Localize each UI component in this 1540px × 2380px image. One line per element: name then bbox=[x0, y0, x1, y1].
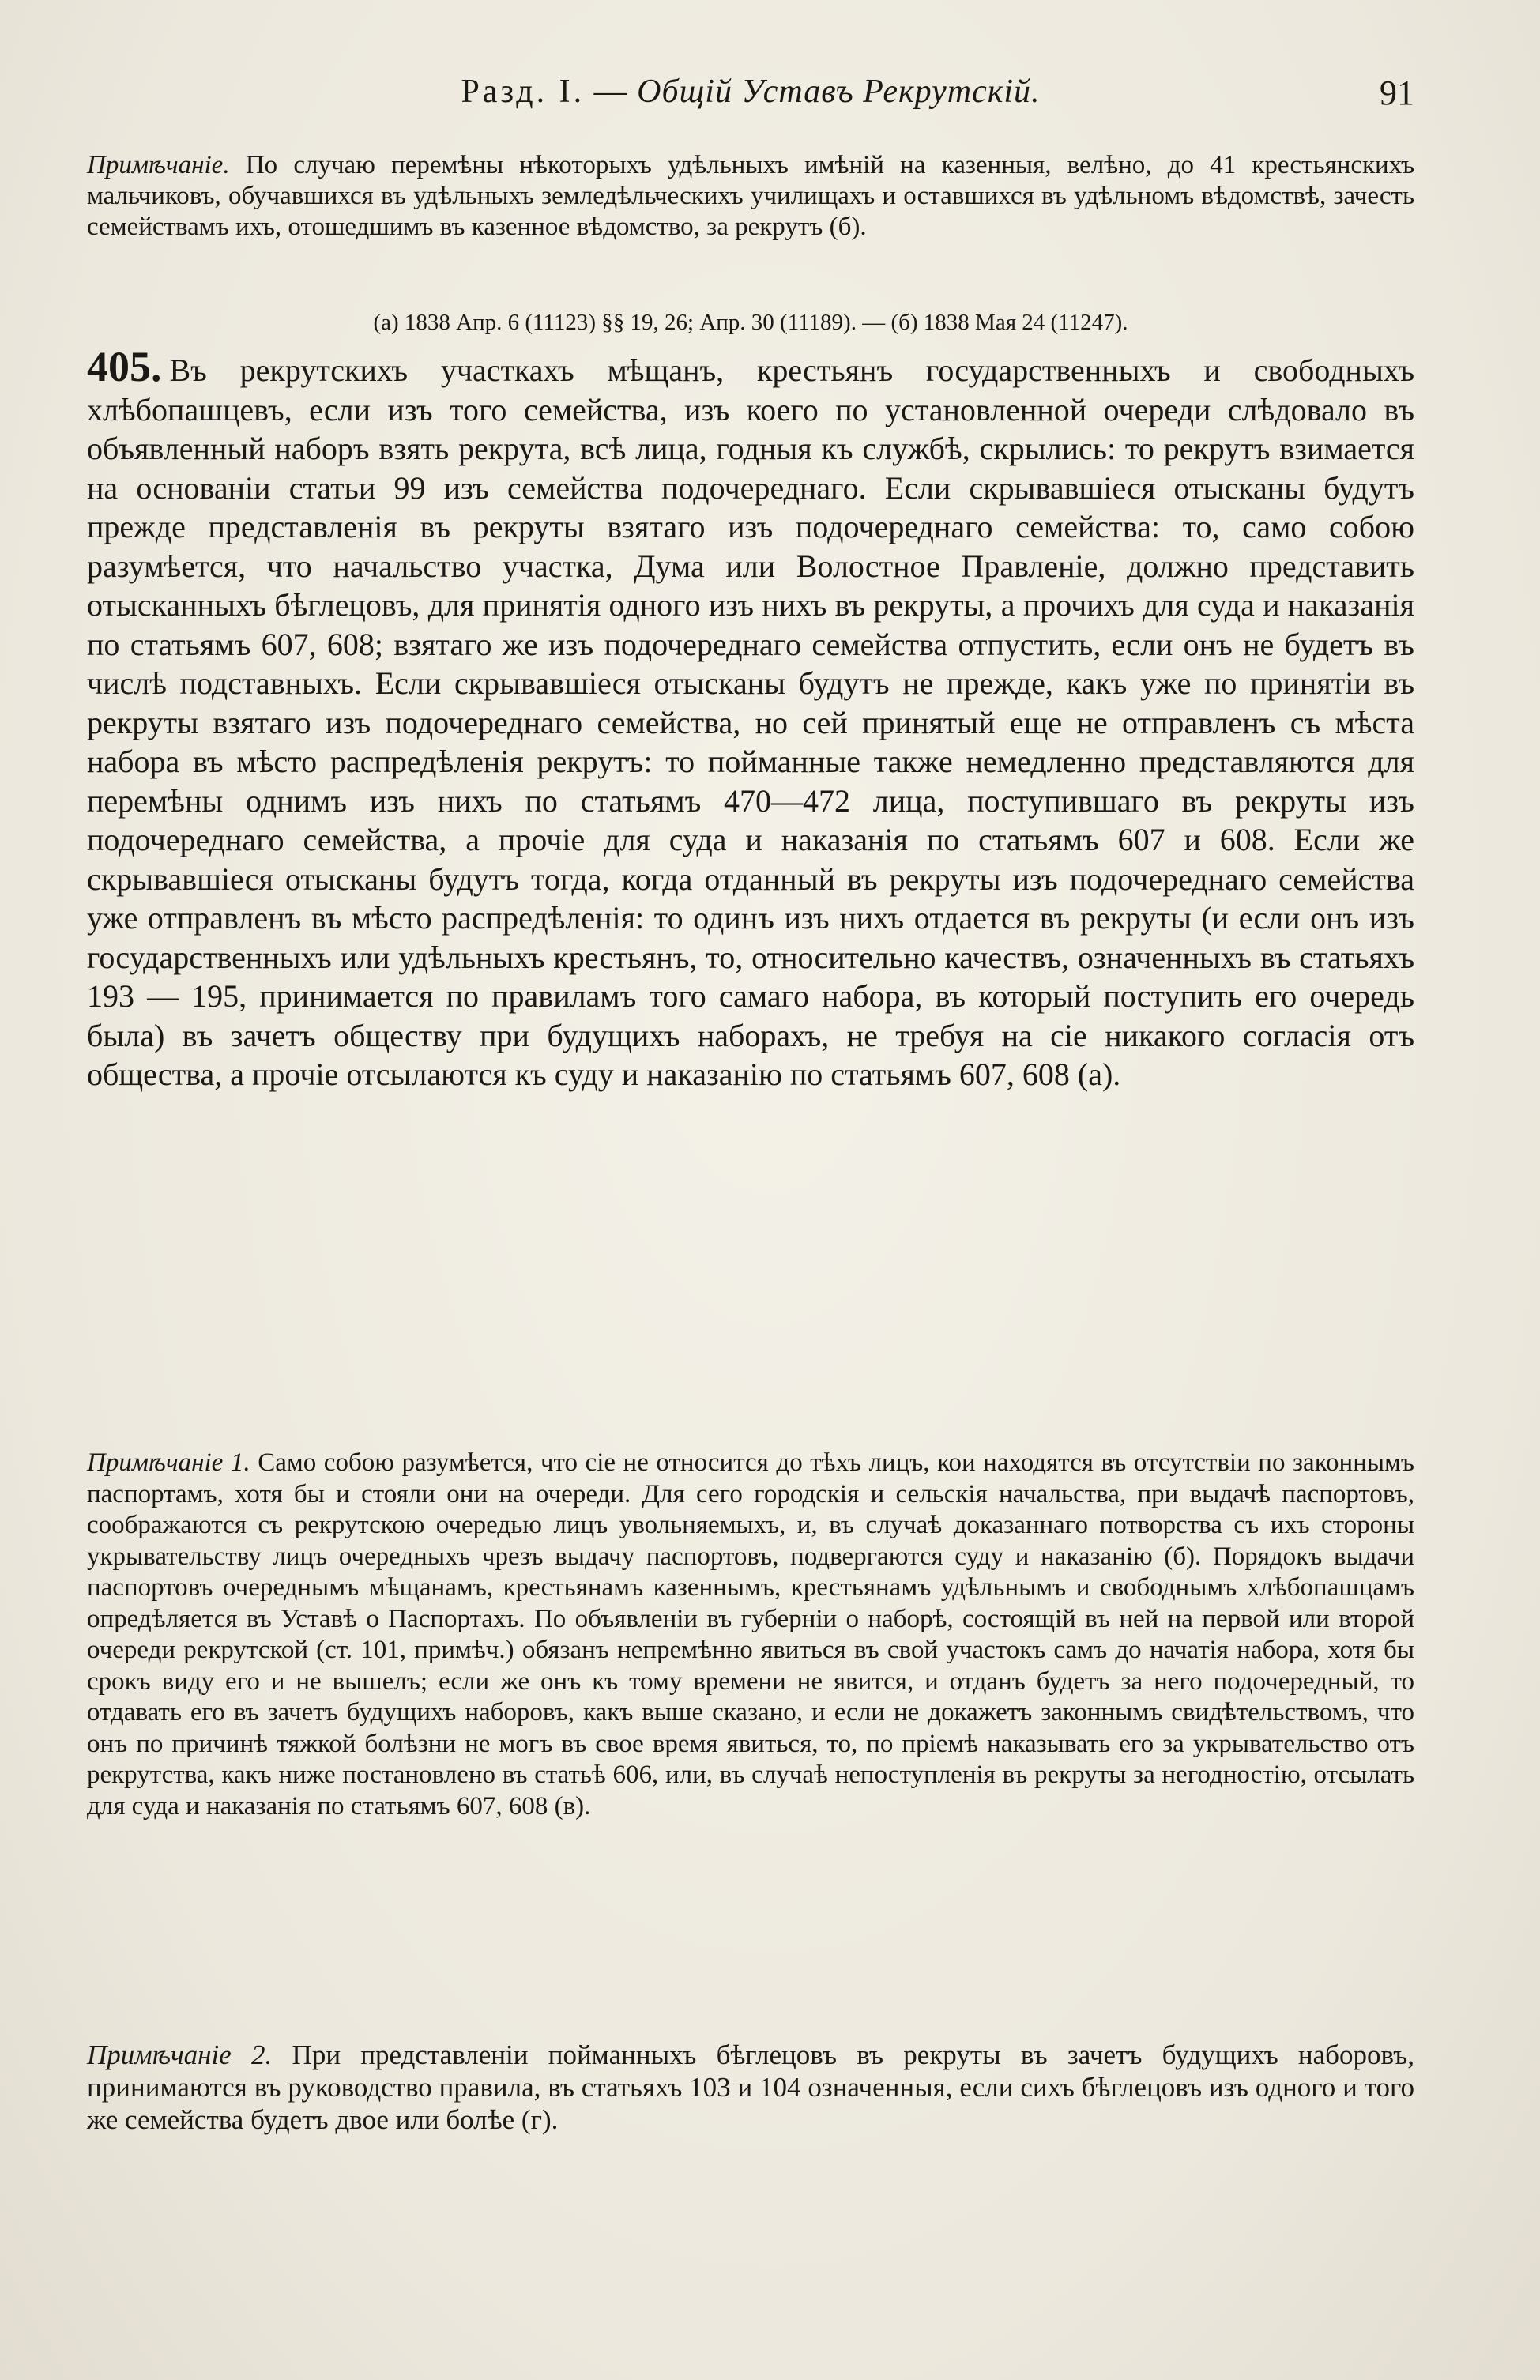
article-text: Въ рекрутскихъ участкахъ мѣщанъ, крестьянъ государственныхъ и свободныхъ хлѣбопашцевъ, если изъ того семейства, изъ коего по установленной очереди слѣдовало въ объявленный наборъ взять рекрута, всѣ лица, годныя къ службѣ, скрылись: то рекрутъ взимается на основаніи статьи 99 изъ семейства подочереднаго. Если скрывавшіеся отысканы будутъ прежде представленія въ рекруты взятаго изъ подочереднаго семейства: то, само собою разумѣется, что начальство участка, Дума или Волостное Правленіе, должно представить отысканныхъ бѣглецовъ, для принятія одного изъ нихъ въ рекруты, а прочихъ для суда и наказанія по статьямъ 607, 608; взятаго же изъ подочереднаго семейства отпустить, если онъ не будетъ въ числѣ подставныхъ. Если скрывавшіеся отысканы будутъ не прежде, какъ уже по принятіи въ рекруты взятаго изъ подочереднаго семейства, но сей принятый еще не отправленъ съ мѣста набора въ мѣсто распредѣленія рекрутъ: то пойманные также немедленно представляются для перемѣны однимъ изъ нихъ по статьямъ 470—472 лица, поступившаго въ рекруты изъ подочереднаго семейства, а прочіе для суда и наказанія по статьямъ 607 и 608. Если же скрывавшіеся отысканы будутъ тогда, когда отданный въ рекруты изъ подочереднаго семейства уже отправленъ въ мѣсто распредѣленія: то одинъ изъ нихъ отдается въ рекруты (и если онъ изъ государственныхъ или удѣльныхъ крестьянъ, то, относительно качествъ, означенныхъ въ статьяхъ 193 — 195, принимается по правиламъ того самаго набора, въ который поступить его очередь была) въ зачетъ обществу при будущихъ наборахъ, не требуя на сіе никакого согласія отъ общества, а прочіе отсылаются къ суду и наказанію по статьямъ 607, 608 (а). bbox=[87, 352, 1414, 1092]
running-title bbox=[87, 73, 1414, 111]
note-2 bbox=[87, 2039, 1414, 2136]
statute-title: Общій Уставъ Рекрутскій. bbox=[637, 73, 1041, 110]
article-405 bbox=[87, 343, 1414, 1094]
note-1-label: Примѣчаніе 1. bbox=[87, 1448, 250, 1477]
page-header bbox=[87, 73, 1414, 128]
note-top bbox=[87, 150, 1414, 243]
title-dash: — bbox=[585, 73, 638, 110]
source-references: (а) 1838 Апр. 6 (11123) §§ 19, 26; Апр. 30 (11189). — (б) 1838 Мая 24 (11247). bbox=[373, 310, 1128, 335]
article-number: 405. bbox=[87, 343, 162, 390]
section-label: Разд. I. bbox=[461, 73, 586, 110]
note-2-text: При представленіи пойманныхъ бѣглецовъ въ рекруты въ зачетъ будущихъ наборовъ, принимаются въ руководство правила, въ статьяхъ 103 и 104 означенныя, если сихъ бѣглецовъ изъ одного и того же семейства будетъ двое или болѣе (г). bbox=[87, 2039, 1414, 2135]
note-top-text: По случаю перемѣны нѣкоторыхъ удѣльныхъ имѣній на казенныя, велѣно, до 41 крестьянскихъ мальчиковъ, обучавшихся въ удѣльныхъ земледѣльческихъ училищахъ и оставшихся въ удѣльномъ вѣдомствѣ, зачесть семействамъ ихъ, отошедшимъ въ казенное вѣдомство, за рекрутъ (б). bbox=[87, 151, 1415, 241]
note-1-text: Само собою разумѣется, что сіе не относится до тѣхъ лицъ, кои находятся въ отсутствіи по законнымъ паспортамъ, хотя бы и стояли они на очереди. Для сего городскія и сельскія начальства, при выдачѣ паспортовъ, соображаются съ рекрутскою очередью лицъ увольняемыхъ, и, въ случаѣ доказаннаго потворства съ ихъ стороны укрывательству лицъ очередныхъ чрезъ выдачу паспортовъ, подвергаются суду и наказанію (б). Порядокъ выдачи паспортовъ очереднымъ мѣщанамъ, крестьянамъ казеннымъ, крестьянамъ удѣльнымъ и свободнымъ хлѣбопашцамъ опредѣляется въ Уставѣ о Паспортахъ. По объявленіи въ губерніи о наборѣ, состоящій въ ней на первой или второй очереди рекрутской (ст. 101, примѣч.) обязанъ непремѣнно явиться въ свой участокъ самъ до начатія набора, хотя бы срокъ виду его и не вышелъ; если же онъ къ тому времени не явится, и отданъ будетъ за него подочередный, то отдавать его въ зачетъ будущихъ наборовъ, какъ выше сказано, и если не докажетъ законнымъ свидѣтельствомъ, что онъ по причинѣ тяжкой болѣзни не могъ въ свое время явиться, то, по пріемѣ наказывать его за укрывательство отъ рекрутства, какъ ниже постановлено въ статьѣ 606, или, въ случаѣ непоступленія въ рекруты за негодностію, отсылать для суда и наказанія по статьямъ 607, 608 (в). bbox=[87, 1448, 1414, 1821]
note-top-label: Примѣчаніе. bbox=[87, 151, 230, 179]
note-2-label: Примѣчаніе 2. bbox=[87, 2039, 273, 2070]
note-1 bbox=[87, 1448, 1414, 1822]
page-number: 91 bbox=[1380, 73, 1414, 112]
